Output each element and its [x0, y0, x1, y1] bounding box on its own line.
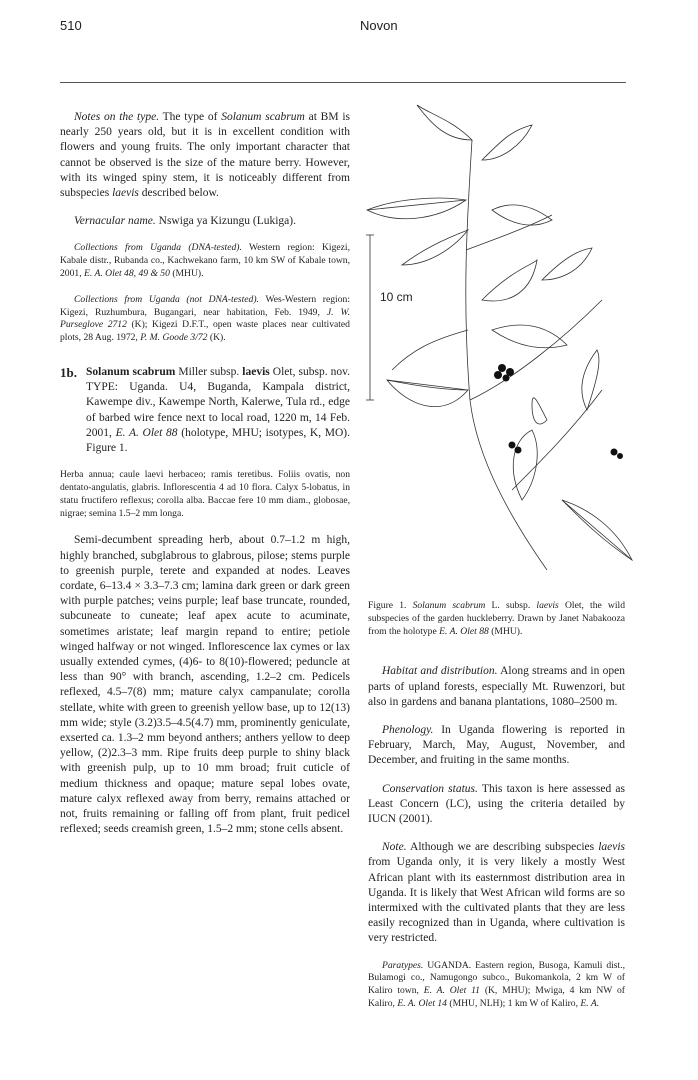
- journal-title: Novon: [360, 18, 398, 33]
- leaf: [582, 350, 599, 410]
- collections-nondna-end: (K).: [209, 332, 226, 344]
- notes-text: described below.: [141, 187, 219, 200]
- collections-nondna-text: Wes-Western region: Kigezi, Ruzhumbura, Bugangari, near habitation, Feb. 1949,: [60, 293, 350, 318]
- leaf: [482, 125, 532, 160]
- habitat-paragraph: [368, 664, 625, 710]
- conservation-paragraph: [368, 782, 625, 828]
- berry-cluster: [494, 364, 623, 459]
- note-laevis: laevis: [598, 841, 626, 854]
- leaf: [417, 105, 472, 140]
- scale-label: 10 cm: [380, 290, 413, 304]
- latin-diagnosis: Herba annua; caule laevi herbaceo; ramis teretibus. Foliis ovatis, non dentato-angulatis, glabris. Inflorescentia 4 ad 10 flora. Calyx 5-lobatus, in statu fructifero reflexus; corolla alba. Baccae fere 10 mm diam., globosae, nigrae; semina 1.5–2 mm longa.: [60, 469, 350, 519]
- collections-nondna-text: (K); Kigezi D.F.T., open waste places near cultivated plots, 28 Aug. 1972,: [60, 319, 350, 344]
- leaf: [532, 398, 547, 424]
- notes-species: Solanum scabrum: [221, 111, 305, 123]
- paratypes-paragraph: [368, 960, 625, 1011]
- subspecies-epithet: laevis: [242, 366, 270, 378]
- leaf: [542, 248, 592, 280]
- subspecies-author: Miller subsp.: [178, 366, 240, 378]
- caption-specimen: E. A. Olet 88: [439, 625, 489, 637]
- vernacular-paragraph: [60, 214, 350, 229]
- collections-nondna-specimen: J. W. Purseglove 2712: [60, 306, 350, 331]
- paratypes-specimen: E. A. Olet 14: [397, 998, 447, 1010]
- subspecies-type-end: (holotype, MHU; isotypes, K, MO). Figure 1.: [86, 426, 351, 455]
- plant-illustration: [362, 100, 642, 580]
- leaf: [513, 430, 537, 500]
- paratypes-specimen: E. A.: [580, 998, 600, 1010]
- caption-subspecies: laevis: [536, 600, 559, 611]
- right-column: [368, 600, 625, 1024]
- caption-text: (MHU).: [491, 625, 523, 637]
- page-number: 510: [60, 18, 82, 33]
- collections-dna-paragraph: [60, 242, 350, 280]
- notes-paragraph: [60, 110, 350, 201]
- paratypes-label: Paratypes.: [382, 959, 424, 971]
- caption-text: L. subsp.: [491, 600, 531, 611]
- notes-label: Notes on the type.: [74, 111, 160, 123]
- main-stem: [466, 140, 547, 570]
- collections-nondna-paragraph: [60, 294, 350, 345]
- habitat-label: Habitat and distribution.: [382, 665, 498, 678]
- notes-laevis: laevis: [112, 187, 139, 200]
- subspecies-heading: [60, 365, 350, 456]
- phenology-paragraph: [368, 723, 625, 769]
- phenology-label: Phenology.: [382, 724, 434, 736]
- vernacular-text: Nswiga ya Kizungu (Lukiga).: [158, 215, 296, 228]
- subspecies-name: Solanum scabrum: [86, 366, 176, 378]
- collections-dna-specimen: E. A. Olet 48, 49 & 50: [84, 268, 170, 280]
- paratypes-text: (MHU, NLH); 1 km W of Kaliro,: [449, 998, 579, 1010]
- description-paragraph: Semi-decumbent spreading herb, about 0.7–1.2 m high, highly branched, subglabrous to glabrous, pilose; stems purple to greenish purple, terete and expanded at nodes. Leaves cordate, 6–13.4 × 3.3–7.3 cm; lamina dark green or dark green with purple patches; veins purple; leaf base truncate, rounded, subcuneate to cuneate; leaf apex acute to acuminate, sometimes aristate; leaf margin repand to entire; petiole winged halfway or not winged. Inflorescence lax cymes or lax usually extended cymes, (4)6- to 8(10)-flowered; peduncle at less than 90° with branch, ascending, 1.2–2 cm. Pedicels reflexed, 4.5–7(8) mm; mature calyx campanulate; corolla stellate, white with green to greenish yellow base, up to 12(13) mm wide; style (3.2)3.5–4.5(4.7) mm, prominently geniculate, exserted ca. 1.3–2 mm beyond anthers; anthers yellow to deep yellow, (2)2.3–3 mm. Ripe fruits deep purple to shiny black with greenish pulp, up to 10 mm broad; fruit cuticle of medium thickness and opaque; mature sepal lobes ovate, mature calyx reflexed away from berry, remains attached or not, fruits remaining or falling off from plant, fruit pedicel reflexed; seeds creamish green, 1.5–2 mm; stone cells absent.: [60, 534, 350, 836]
- note-label: Note.: [382, 841, 407, 854]
- collections-nondna-label: Collections from Uganda (not DNA-tested).: [74, 293, 259, 305]
- collections-dna-text: Western region: Kigezi, Kabale distr., Rubanda co., Kachwekano farm, 10 km SW of Kabale town, 2001,: [60, 242, 350, 280]
- left-column: [60, 110, 350, 850]
- paratypes-specimen: E. A. Olet 11: [423, 985, 480, 997]
- conservation-text: This taxon is here assessed as Least Concern (LC), using the criteria detailed by IUCN (2001).: [368, 782, 626, 826]
- notes-text: The type of: [162, 111, 218, 123]
- conservation-label: Conservation status.: [382, 782, 478, 795]
- caption-text: Olet, the wild subspecies of the garden huckleberry. Drawn by Janet Nabakooza from the holotype: [368, 600, 625, 637]
- leaf: [402, 230, 468, 265]
- collections-nondna-specimen: P. M. Goode 3/72: [140, 332, 208, 344]
- note-paragraph: [368, 840, 625, 946]
- holotype-specimen: E. A. Olet 88: [115, 426, 178, 439]
- leaf: [482, 260, 537, 301]
- note-text: Although we are describing subspecies: [410, 841, 595, 854]
- paratypes-text: UGANDA. Eastern region, Busoga, Kamuli dist., Bulamogi co., Namugongo subco., Bukomankola, 2 km W of Kaliro town,: [368, 959, 625, 997]
- collections-dna-label: Collections from Uganda (DNA-tested).: [74, 242, 242, 254]
- leaf: [387, 380, 468, 407]
- vernacular-label: Vernacular name.: [74, 215, 156, 228]
- subspecies-number: 1b.: [60, 365, 77, 380]
- caption-species: Solanum scabrum: [412, 600, 486, 611]
- leaf: [492, 205, 552, 225]
- leaf: [492, 325, 567, 348]
- header-rule: [60, 82, 626, 83]
- habitat-text: Along streams and in open parts of upland forests, especially Mt. Ruwenzori, but also in gardens and banana plantations, 1080–2500 m.: [368, 665, 625, 708]
- notes-text: at BM is nearly 250 years old, but it is in excellent condition with flowers and young fruits. The only important character that cannot be observed is the size of the mature berry. However, with its winged spiny stem, it is noticeably different from subspecies: [60, 111, 350, 200]
- note-text: from Uganda only, it is very likely a mostly West African plant with its easternmost distribution area in Uganda. It is likely that West African wild forms are so intermixed with the cultivated plants that they are less easily recognized than in Uganda, where cultivation is very restricted.: [368, 856, 625, 945]
- paratypes-text: (K, MHU); Mwiga, 4 km NW of Kaliro,: [368, 985, 625, 1010]
- subspecies-type-text: Olet, subsp. nov. TYPE: Uganda. U4, Buganda, Kampala district, Kawempe div., Kawempe North, Kalerwe, Tula rd., edge of barbed wire fence next to local road, 1220 m, 14 Feb. 2001,: [86, 366, 351, 439]
- caption-prefix: Figure 1.: [368, 600, 407, 611]
- collections-dna-end: (MHU).: [172, 268, 204, 280]
- figure-caption: [368, 600, 625, 638]
- phenology-text: In Uganda flowering is reported in February, March, May, August, November, and December, and fruiting in the same months.: [368, 724, 625, 767]
